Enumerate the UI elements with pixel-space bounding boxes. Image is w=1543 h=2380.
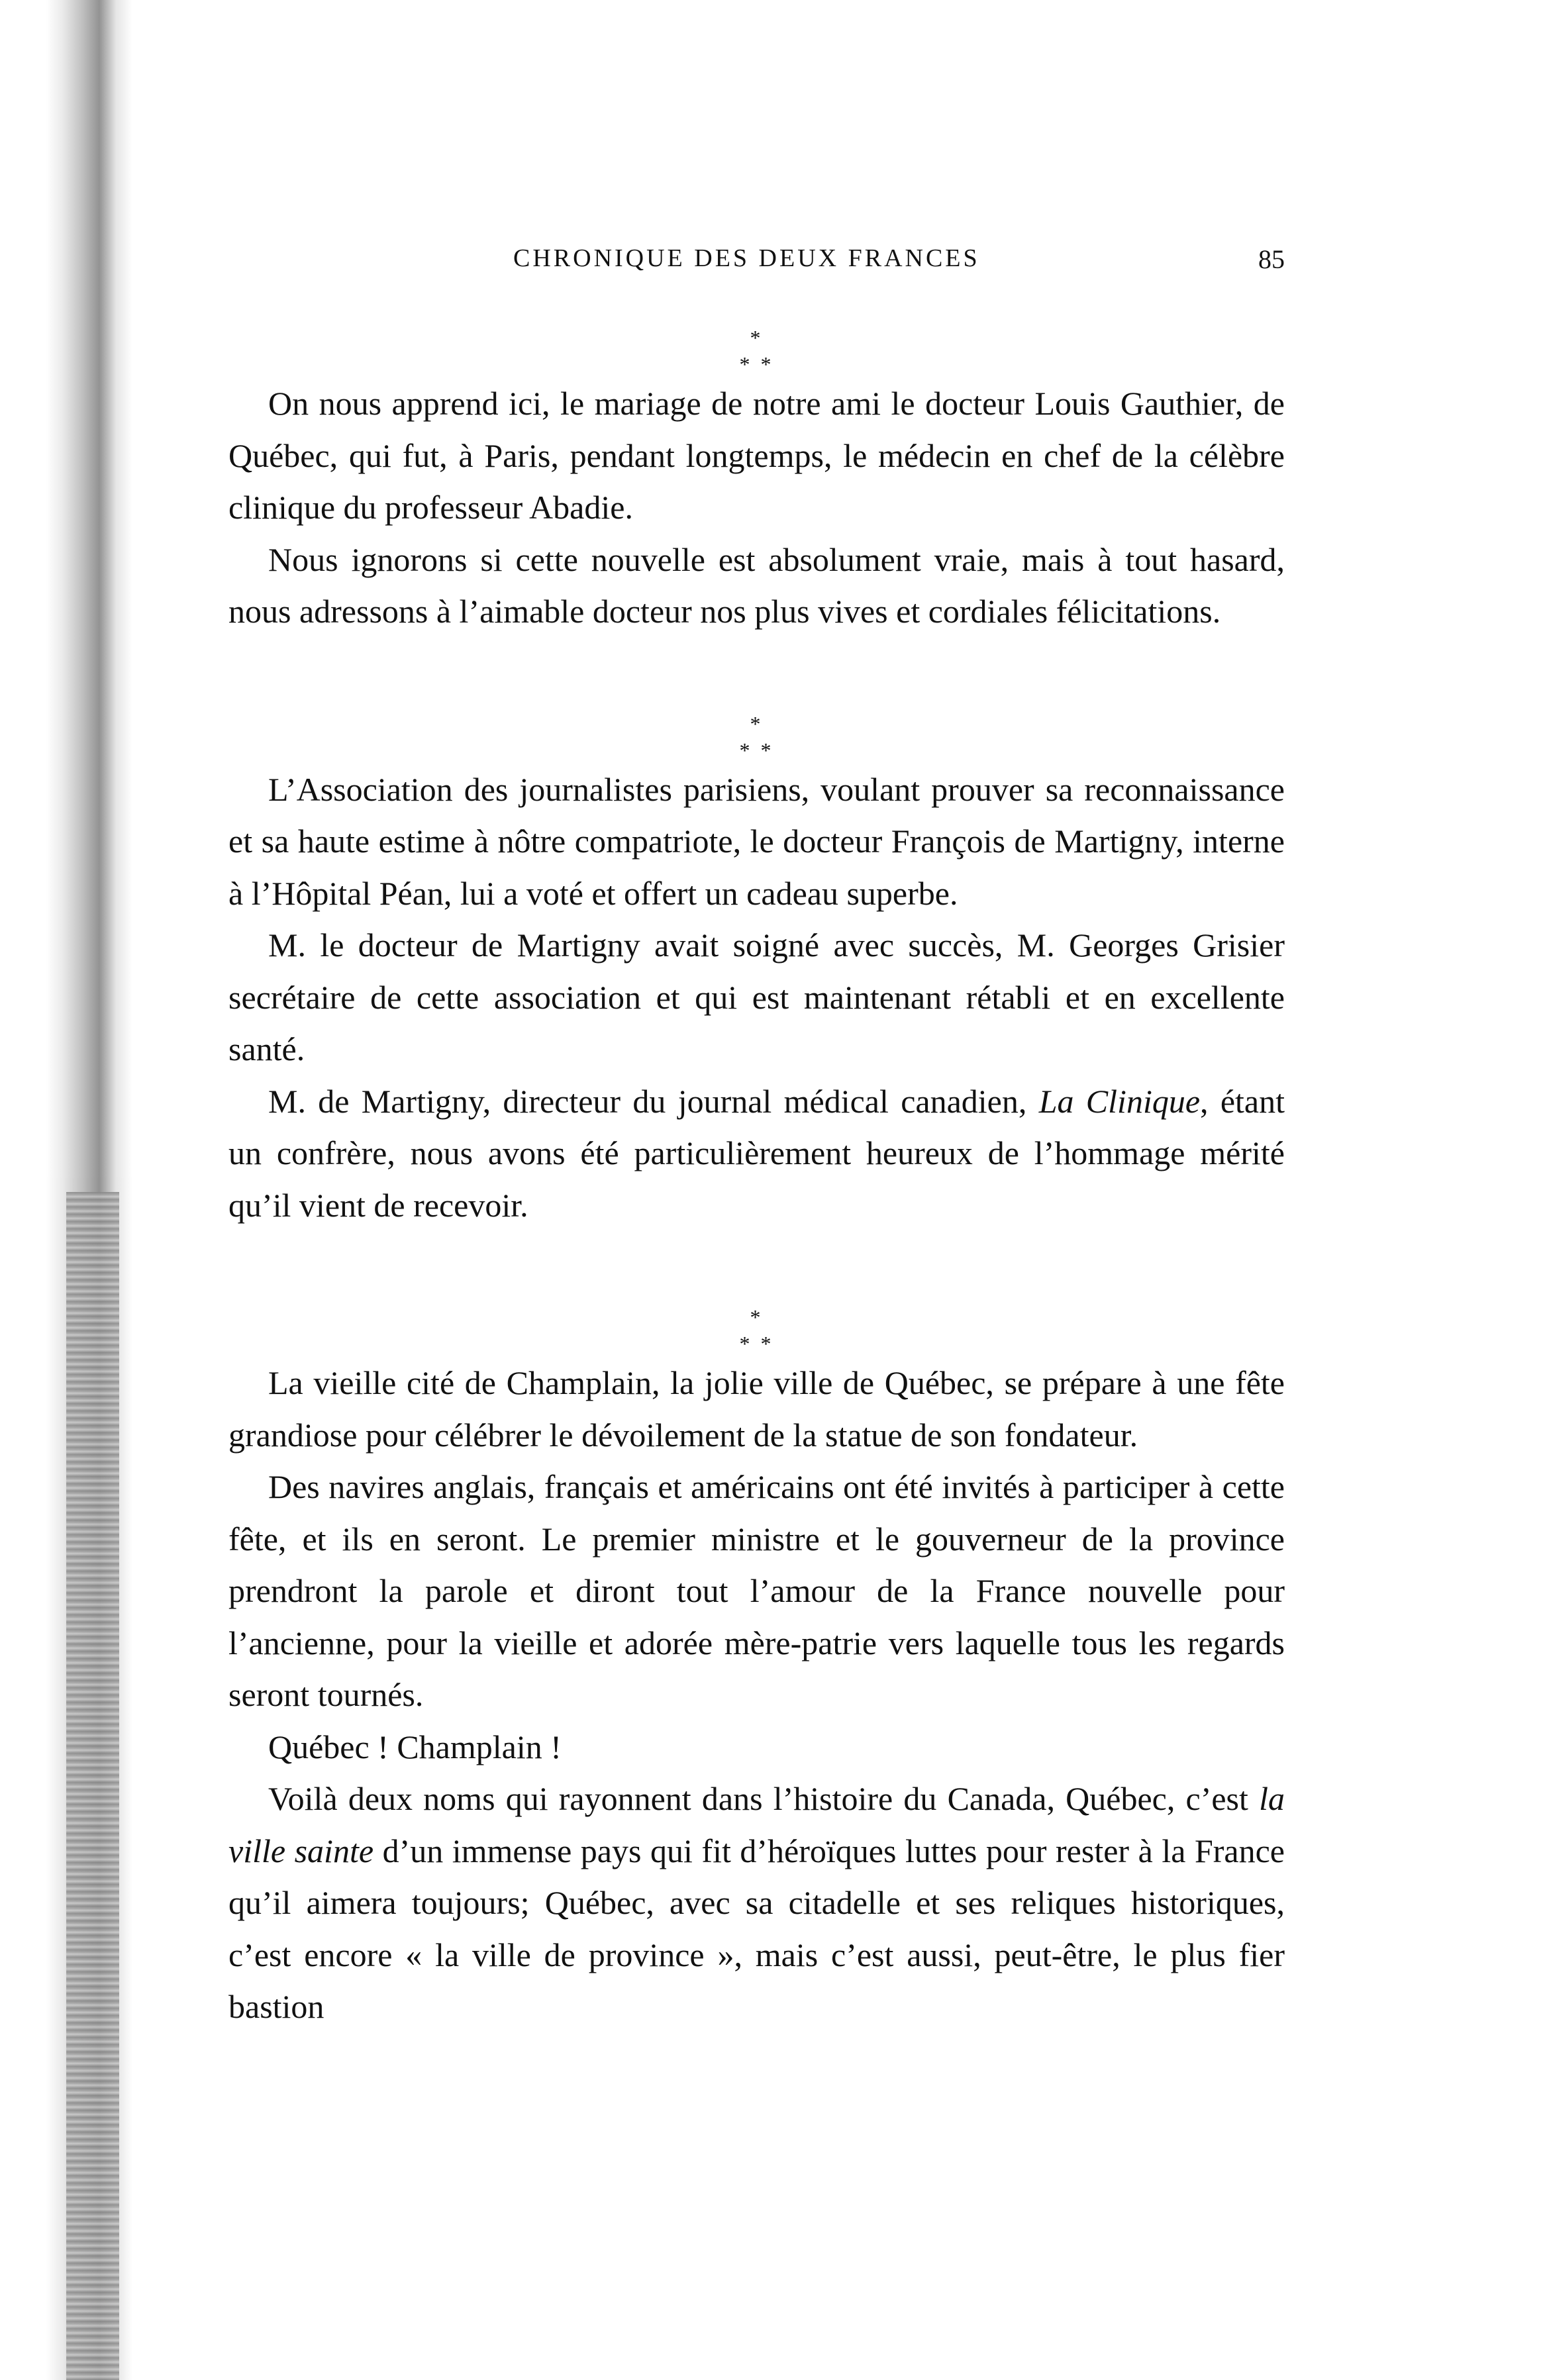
paragraph: Des navires anglais, français et américains ont été invités à participer à cette fête, et ils en seront. Le premier ministre et le gouverneur de la province prendront la parole et diront tout l’amour de la France nouvelle pour l’ancienne, pour la vieille et adorée mère-patrie vers laquelle tous les regards seront tournés. [228,1468,1285,1713]
page-number: 85 [1258,244,1285,274]
section-separator [228,1291,1285,1357]
text-run: d’un immense pays qui fit d’héroïques luttes pour rester à la France qu’il aimera toujours; Québec, avec sa citadelle et ses reliques historiques, c’est encore « la ville de province », mais c’est aussi, peut-être, le plus fier bastion [228,1832,1285,2025]
paragraph [228,1773,1285,2033]
asterism-top: * [750,711,764,736]
section-separator [228,697,1285,764]
section-mariage [228,377,1285,638]
section-separator [228,311,1285,377]
italic-phrase: la ville sainte [228,1780,1285,1869]
asterism-top: * [750,326,764,350]
text-run: M. de Martigny, directeur du journal médical canadien, [268,1082,1039,1120]
page-body [228,311,1285,2093]
text-run: , étant un confrère, nous avons été particulièrement heureux de l’hommage mérité qu’il vient de recevoir. [228,1082,1285,1224]
paragraph: On nous apprend ici, le mariage de notre ami le docteur Louis Gauthier, de Québec, qui fut, à Paris, pendant longtemps, le médecin en chef de la célèbre clinique du professeur Abadie. [228,385,1285,526]
scan-binding-edge [0,0,139,2380]
paragraph: Québec ! Champlain ! [268,1728,562,1765]
asterism-bottom: * * [739,738,774,762]
asterism-bottom: * * [739,352,774,376]
asterism-top: * [750,1305,764,1329]
paragraph [228,1075,1285,1232]
paragraph: Nous ignorons si cette nouvelle est absolument vraie, mais à tout hasard, nous adressons à l’aimable docteur nos plus vives et cordiales félicitations. [228,540,1285,630]
paragraph: M. le docteur de Martigny avait soigné avec succès, M. Georges Grisier secrétaire de cette association et qui est maintenant rétabli et en excellente santé. [228,926,1285,1067]
section-quebec [228,1357,1285,2033]
asterism-bottom: * * [739,1332,774,1356]
section-association [228,764,1285,1232]
text-run: Voilà deux noms qui rayonnent dans l’histoire du Canada, Québec, c’est [268,1780,1260,1817]
paragraph: L’Association des journalistes parisiens, voulant prouver sa reconnaissance et sa haute estime à nôtre compatriote, le docteur François de Martigny, interne à l’Hôpital Péan, lui a voté et offert un cadeau superbe. [228,770,1285,912]
italic-title: La Clinique [1038,1082,1201,1120]
page-header [228,244,1285,283]
paragraph: La vieille cité de Champlain, la jolie ville de Québec, se prépare à une fête grandiose pour célébrer le dévoilement de la statue de son fondateur. [228,1364,1285,1454]
running-title: CHRONIQUE DES DEUX FRANCES [513,244,980,272]
